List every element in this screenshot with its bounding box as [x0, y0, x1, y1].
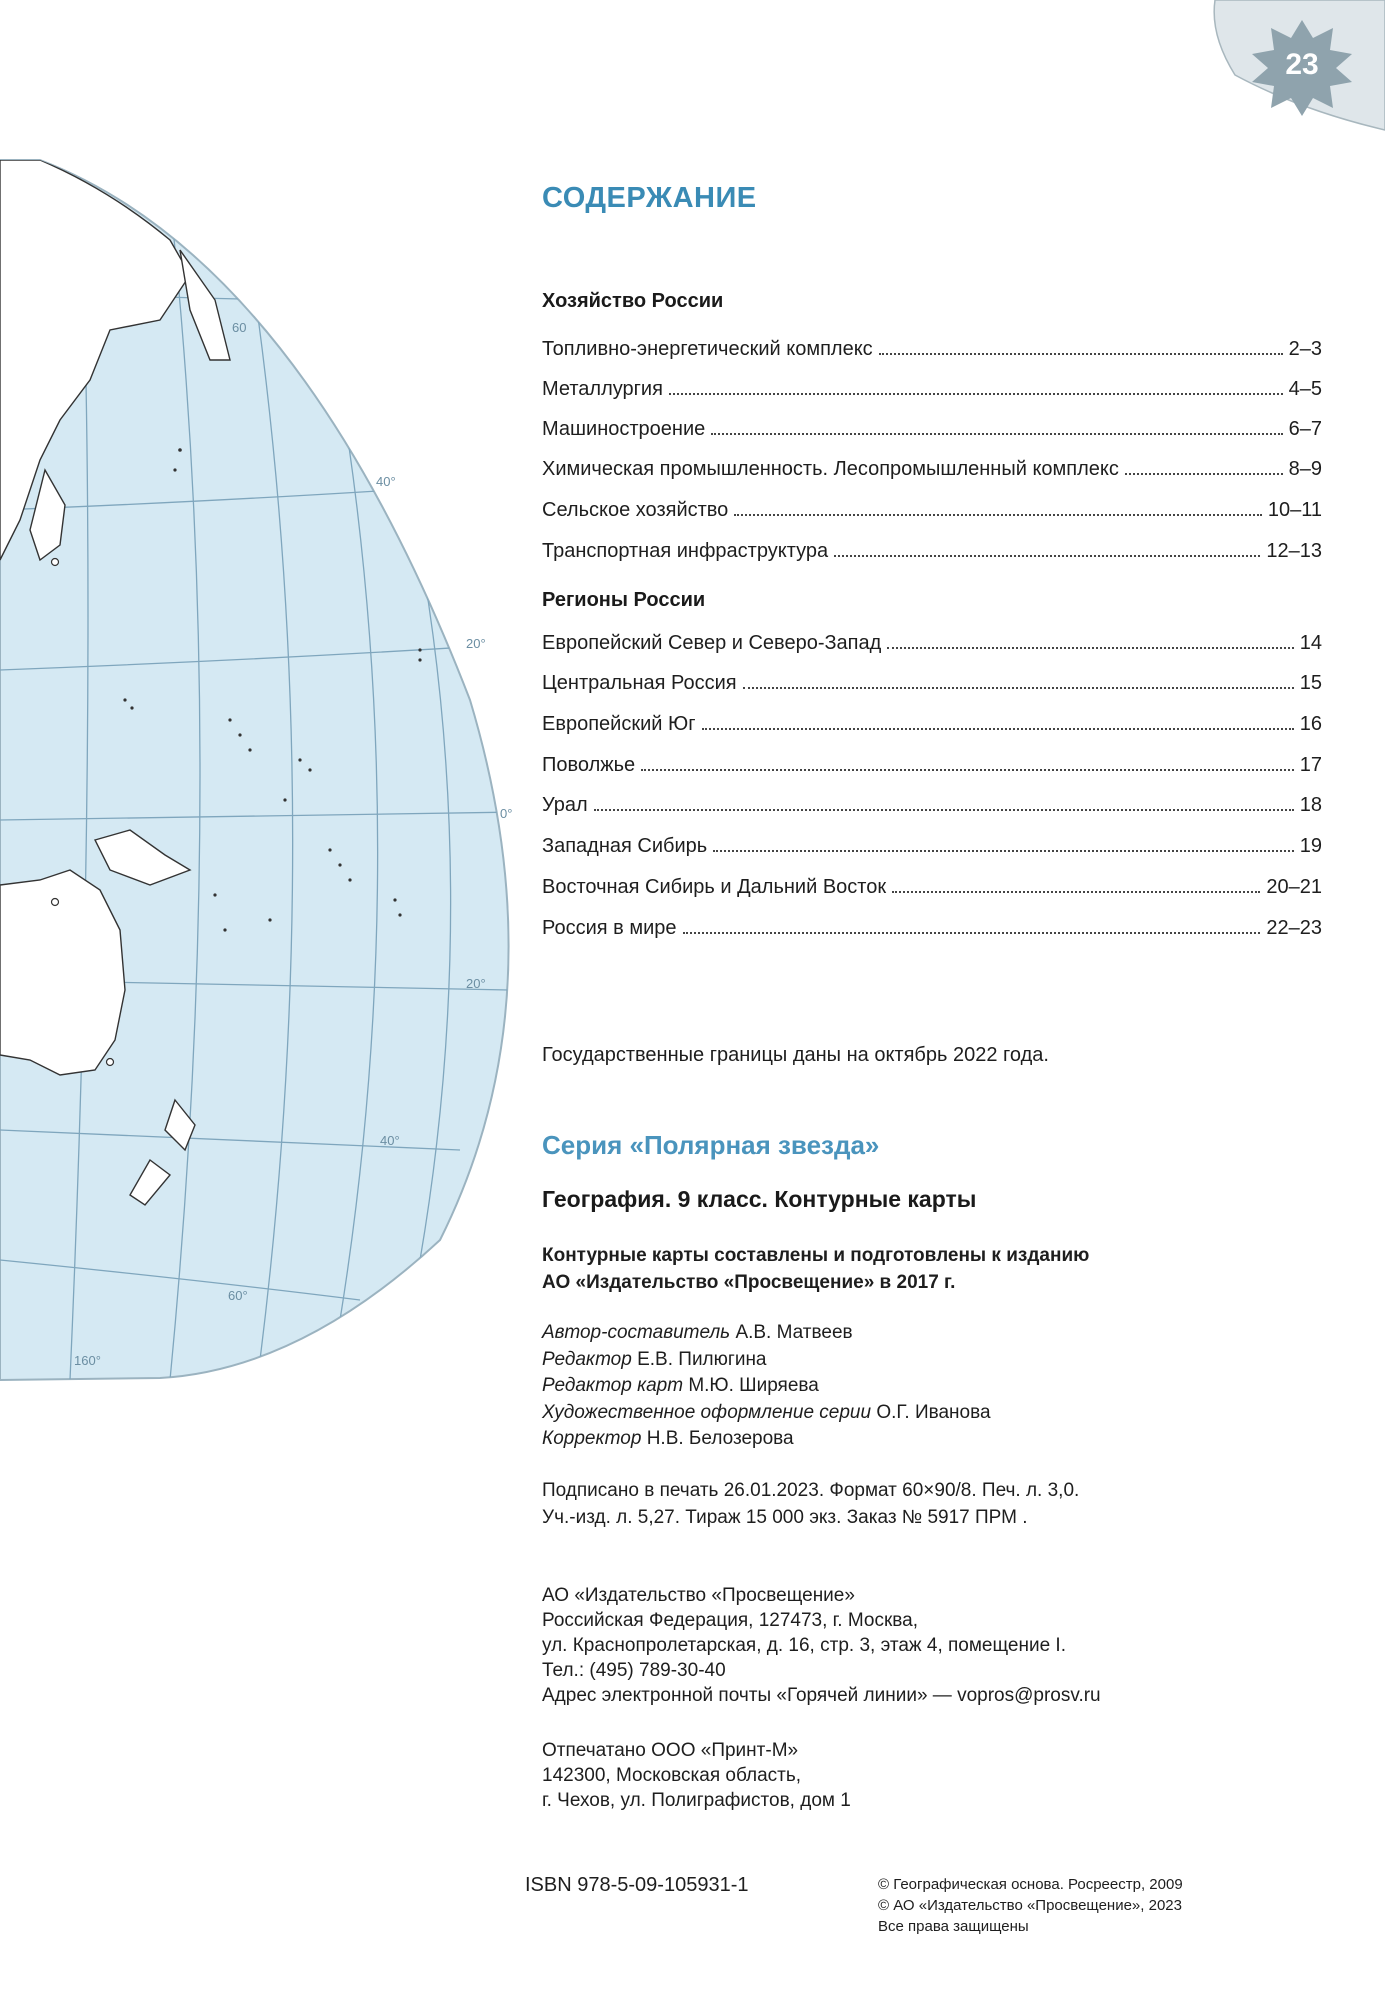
toc-item-title: Сельское хозяйство	[542, 499, 729, 521]
lat-label: 60°	[228, 1288, 248, 1303]
toc-item	[542, 667, 1322, 695]
toc-item-pages: 4–5	[1288, 378, 1322, 400]
section-heading: Регионы России	[542, 589, 706, 611]
credit-line	[542, 1375, 819, 1397]
printer-line: г. Чехов, ул. Полиграфистов, дом 1	[542, 1790, 851, 1811]
toc-item-pages: 18	[1299, 794, 1322, 816]
toc-item-pages: 10–11	[1267, 499, 1322, 521]
toc-item-title: Восточная Сибирь и Дальний Восток	[542, 876, 887, 898]
toc-item	[542, 871, 1322, 899]
copyright-line: © Географическая основа. Росреестр, 2009	[878, 1876, 1183, 1893]
city-marker	[52, 899, 59, 906]
credit-name: О.Г. Иванова	[876, 1402, 991, 1423]
printer-line: Отпечатано ООО «Принт-М»	[542, 1740, 799, 1761]
toc-item-title: Транспортная инфраструктура	[542, 540, 829, 562]
toc-item-pages: 8–9	[1288, 458, 1322, 480]
toc-item-title: Западная Сибирь	[542, 835, 708, 857]
prepared-line: АО «Издательство «Просвещение» в 2017 г.	[542, 1272, 956, 1293]
toc-item-title: Европейский Юг	[542, 713, 696, 735]
print-info-line: Уч.-изд. л. 5,27. Тираж 15 000 экз. Заказ № 5917 ПРМ .	[542, 1507, 1028, 1528]
credit-line	[542, 1428, 794, 1450]
credit-role: Художественное оформление серии	[542, 1402, 872, 1423]
credit-name: Н.В. Белозерова	[646, 1428, 794, 1449]
credit-role: Автор-составитель	[542, 1322, 731, 1343]
toc-item-pages: 19	[1299, 835, 1322, 857]
toc-item-pages: 16	[1299, 713, 1322, 735]
series-title: Серия «Полярная звезда»	[542, 1130, 880, 1160]
toc-item	[542, 333, 1322, 361]
lat-label: 40°	[380, 1133, 400, 1148]
city-marker	[52, 559, 59, 566]
toc-item	[542, 373, 1322, 401]
credit-name: Е.В. Пилюгина	[637, 1349, 767, 1370]
toc-item-pages: 15	[1299, 672, 1322, 694]
credit-line	[542, 1349, 767, 1371]
credit-line	[542, 1402, 991, 1424]
credit-role: Редактор	[542, 1349, 632, 1370]
lat-label: 0°	[500, 806, 513, 821]
toc-item	[542, 413, 1322, 441]
section-heading: Хозяйство России	[542, 290, 724, 312]
prepared-line: Контурные карты составлены и подготовлены к изданию	[542, 1245, 1090, 1266]
lon-label: 160°	[74, 1353, 101, 1368]
toc-item-pages: 6–7	[1288, 418, 1322, 440]
toc-item-title: Россия в мире	[542, 917, 677, 939]
toc-item-pages: 2–3	[1288, 338, 1322, 360]
toc-item-title: Поволжье	[542, 754, 636, 776]
isbn: ISBN 978-5-09-105931-1	[525, 1874, 749, 1896]
credit-name: А.В. Матвеев	[735, 1322, 853, 1343]
credit-line	[542, 1322, 853, 1344]
copyright-line: © АО «Издательство «Просвещение», 2023	[878, 1897, 1182, 1914]
toc-item-title: Топливно-энергетический комплекс	[542, 338, 873, 360]
publisher-line: Адрес электронной почты «Горячей линии» — vopros@prosv.ru	[542, 1685, 1101, 1706]
credit-role: Редактор карт	[542, 1375, 684, 1396]
toc-item	[542, 830, 1322, 858]
publisher-line: Российская Федерация, 127473, г. Москва,	[542, 1610, 918, 1631]
toc-item	[542, 749, 1322, 777]
lat-label: 20°	[466, 636, 486, 651]
toc-item	[542, 912, 1322, 940]
toc-item-title: Центральная Россия	[542, 672, 737, 694]
print-info-line: Подписано в печать 26.01.2023. Формат 60×90/8. Печ. л. 3,0.	[542, 1480, 1080, 1501]
page-number: 23	[1285, 48, 1319, 81]
lat-label: 60	[232, 320, 247, 335]
toc-item	[542, 494, 1322, 522]
borders-note: Государственные границы даны на октябрь 2022 года.	[542, 1044, 1049, 1066]
credit-role: Корректор	[542, 1428, 642, 1449]
toc-item	[542, 535, 1322, 563]
toc-item-pages: 20–21	[1266, 876, 1322, 898]
credit-name: М.Ю. Ширяева	[688, 1375, 819, 1396]
publisher-line: ул. Краснопролетарская, д. 16, стр. 3, этаж 4, помещение I.	[542, 1635, 1066, 1656]
book-title: География. 9 класс. Контурные карты	[542, 1186, 977, 1212]
toc-item	[542, 789, 1322, 817]
toc-item	[542, 453, 1322, 481]
toc-item-title: Урал	[542, 794, 588, 816]
publisher-line: Тел.: (495) 789-30-40	[542, 1660, 726, 1681]
toc-item-title: Европейский Север и Северо-Запад	[542, 632, 882, 654]
toc-item	[542, 708, 1322, 736]
toc-item-title: Химическая промышленность. Лесопромышленный комплекс	[542, 458, 1119, 480]
toc-item-title: Металлургия	[542, 378, 663, 400]
lat-label: 40°	[376, 474, 396, 489]
toc-title: СОДЕРЖАНИЕ	[542, 182, 757, 214]
toc-item-pages: 17	[1299, 754, 1322, 776]
city-marker	[107, 1059, 114, 1066]
toc-item-pages: 22–23	[1266, 917, 1322, 939]
copyright-line: Все права защищены	[878, 1918, 1029, 1935]
publisher-line: АО «Издательство «Просвещение»	[542, 1585, 855, 1606]
toc-item-title: Машиностроение	[542, 418, 706, 440]
toc-item-pages: 14	[1299, 632, 1322, 654]
printer-line: 142300, Московская область,	[542, 1765, 802, 1786]
toc-item	[542, 627, 1322, 655]
toc-item-pages: 12–13	[1266, 540, 1322, 562]
lat-label: 20°	[466, 976, 486, 991]
